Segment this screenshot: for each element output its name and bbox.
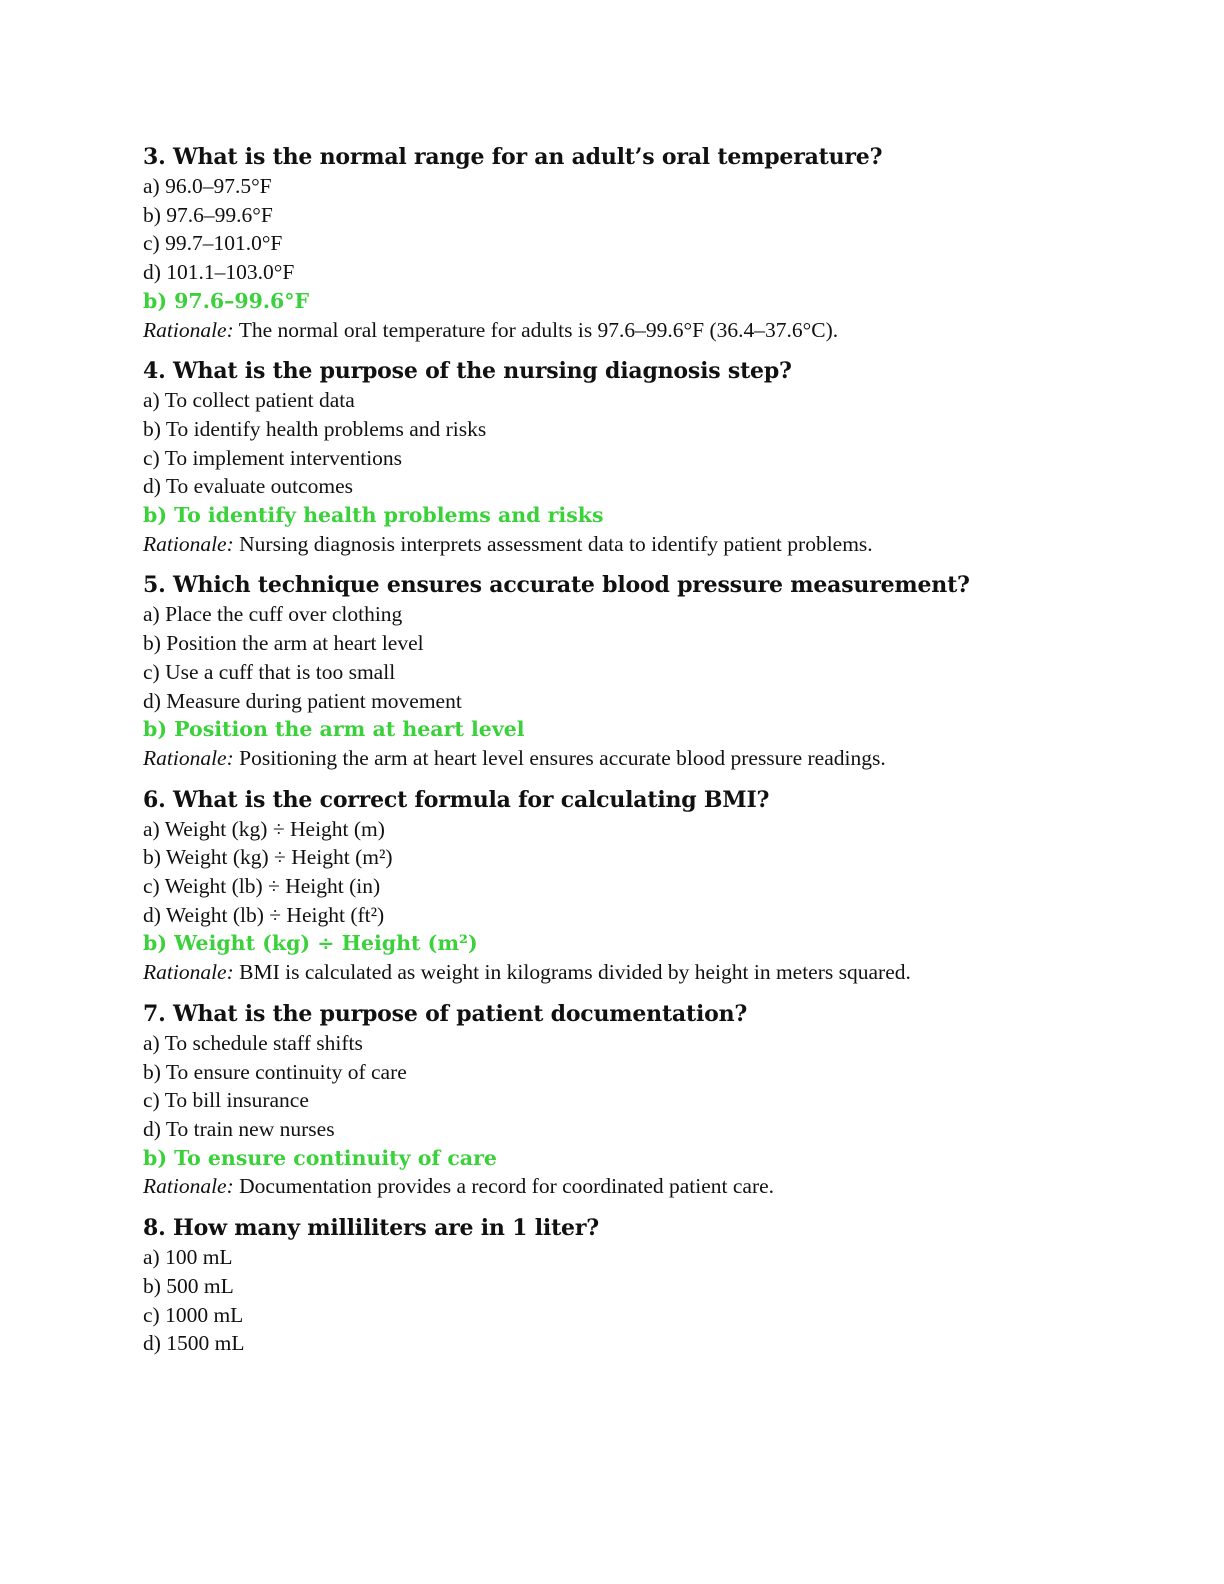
rationale [143, 316, 1103, 345]
option-a: a) To collect patient data [143, 388, 355, 413]
question-7 [143, 999, 1103, 1201]
rationale [143, 1172, 1103, 1201]
option-c: c) Use a cuff that is too small [143, 659, 396, 684]
option-a: a) 100 mL [143, 1245, 233, 1270]
correct-answer: b) 97.6–99.6°F [143, 288, 310, 313]
rationale-text: The normal oral temperature for adults is 97.6–99.6°F (36.4–37.6°C). [233, 317, 839, 342]
question-8 [143, 1213, 1103, 1358]
option-b: b) To identify health problems and risks [143, 416, 487, 441]
option-c: c) To implement interventions [143, 445, 403, 470]
option-a: a) Place the cuff over clothing [143, 602, 403, 627]
option-b: b) 97.6–99.6°F [143, 202, 273, 227]
question-title: 3. What is the normal range for an adult’s oral temperature? [143, 144, 883, 170]
option-a: a) 96.0–97.5°F [143, 174, 272, 198]
option-b: b) To ensure continuity of care [143, 1059, 407, 1084]
document-page [143, 142, 1103, 1370]
correct-answer: b) Weight (kg) ÷ Height (m²) [143, 931, 478, 956]
option-d: d) Measure during patient movement [143, 688, 462, 713]
rationale-text: Positioning the arm at heart level ensures accurate blood pressure readings. [233, 745, 886, 770]
correct-answer: b) Position the arm at heart level [143, 717, 525, 742]
option-c: c) 99.7–101.0°F [143, 231, 283, 256]
rationale-text: Nursing diagnosis interprets assessment data to identify patient problems. [233, 531, 873, 556]
question-title: 8. How many milliliters are in 1 liter? [143, 1215, 599, 1242]
rationale-label: Rationale: [143, 745, 234, 770]
question-title: 4. What is the purpose of the nursing diagnosis step? [143, 358, 792, 385]
rationale-label: Rationale: [143, 317, 234, 342]
option-c: c) To bill insurance [143, 1088, 309, 1113]
rationale-label: Rationale: [143, 1174, 234, 1199]
option-b: b) 500 mL [143, 1273, 234, 1298]
question-3 [143, 142, 1103, 344]
rationale [143, 958, 1103, 987]
question-5 [143, 570, 1103, 772]
rationale-text: Documentation provides a record for coordinated patient care. [233, 1174, 775, 1199]
correct-answer: b) To identify health problems and risks [143, 503, 604, 528]
option-b: b) Weight (kg) ÷ Height (m²) [143, 845, 393, 870]
option-c: c) Weight (lb) ÷ Height (in) [143, 874, 381, 899]
option-d: d) To train new nurses [143, 1116, 335, 1141]
rationale [143, 744, 1103, 773]
option-d: d) 1500 mL [143, 1331, 245, 1356]
question-title: 5. Which technique ensures accurate blood pressure measurement? [143, 572, 970, 599]
question-title: 7. What is the purpose of patient documentation? [143, 1000, 748, 1027]
question-4 [143, 356, 1103, 558]
option-d: d) Weight (lb) ÷ Height (ft²) [143, 902, 385, 927]
option-c: c) 1000 mL [143, 1302, 244, 1327]
question-6 [143, 785, 1103, 987]
question-title: 6. What is the correct formula for calculating BMI? [143, 786, 770, 813]
rationale-text: BMI is calculated as weight in kilograms divided by height in meters squared. [233, 960, 911, 985]
option-b: b) Position the arm at heart level [143, 631, 424, 656]
option-a: a) Weight (kg) ÷ Height (m) [143, 816, 385, 841]
option-d: d) 101.1–103.0°F [143, 260, 295, 285]
option-d: d) To evaluate outcomes [143, 474, 354, 499]
rationale [143, 530, 1103, 559]
option-a: a) To schedule staff shifts [143, 1030, 363, 1055]
rationale-label: Rationale: [143, 960, 234, 985]
rationale-label: Rationale: [143, 531, 234, 556]
correct-answer: b) To ensure continuity of care [143, 1145, 497, 1170]
